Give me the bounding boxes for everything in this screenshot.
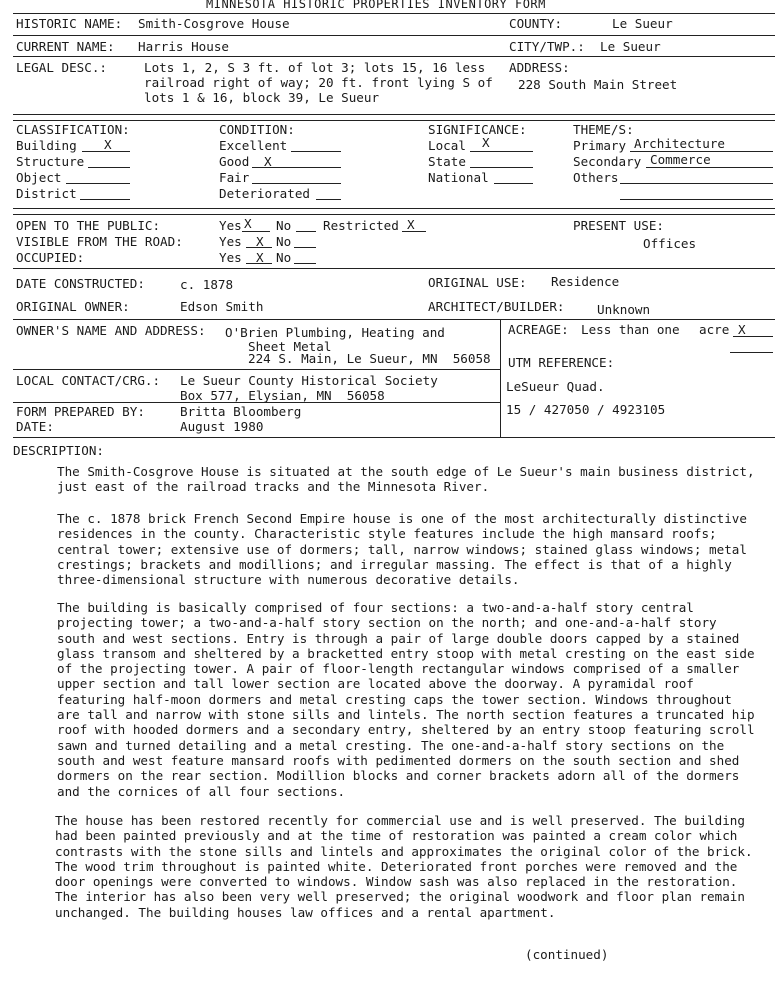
theme-primary-label: Primary — [573, 138, 627, 153]
rule — [13, 120, 775, 121]
class-object: Object — [16, 170, 62, 185]
visible-label: VISIBLE FROM THE ROAD: — [16, 234, 183, 249]
present-use-label: PRESENT USE: — [573, 218, 664, 233]
visible-yes-mark: X — [256, 234, 264, 249]
date-label: DATE: — [16, 419, 54, 434]
description-paragraph: The c. 1878 brick French Second Empire house is one of the most architecturally distinctive residences in the county. Characteristic style features include the high mansard roofs; central tower; extensive use of dormers; tall, narrow windows; stained glass windows; metal crestings; brackets and modillions; and irregular massing. The effect is that of a highly three-dimensional structure with numerous decorative details. — [57, 511, 747, 588]
cond-fair: Fair — [219, 170, 250, 185]
class-building: Building — [16, 138, 77, 153]
current-name-value: Harris House — [138, 39, 229, 54]
condition-label: CONDITION: — [219, 122, 295, 137]
blank-line — [246, 263, 272, 264]
sig-national: National — [428, 170, 489, 185]
contact-line: Box 577, Elysian, MN 56058 — [180, 388, 385, 403]
original-owner-value: Edson Smith — [180, 299, 264, 314]
blank-line — [66, 183, 130, 184]
acreage-value: Less than one — [581, 322, 680, 337]
rule — [13, 56, 775, 57]
description-paragraph: The building is basically comprised of four sections: a two-and-a-half story central projecting tower; a two-and-a-half story section on the north; and one-and-a-half story south and west sections. Entry is through a pair of large double doors capped by a stained glass transom and sheltered by a bracketted entry stoop with metal cresting on the east side of the projecting tower. A pair of floor-length rectangular windows comprised of a smaller upper section and tall lower section are located above the doorway. A pyramidal roof featuring half-moon dormers and metal cresting caps the tower section. Windows throughout are tall and narrow with stone sills and lintels. The north section features a truncated hip roof with hooded dormers and a secondary entry, sheltered by an entry stoop featuring scroll sawn and turned detailing and a metal cresting. The one-and-a-half story sections on the south and west feature mansard roofs with pedimented dormers on the south section and shed dormers on the rear section. Modillion blocks and corner brackets adorn all of the dormers and the cornices of all four sections. — [57, 600, 755, 799]
legal-label: LEGAL DESC.: — [16, 60, 107, 75]
rule — [13, 437, 775, 438]
city-label: CITY/TWP.: — [509, 39, 585, 54]
city-value: Le Sueur — [600, 39, 661, 54]
acre-mark: X — [738, 322, 746, 337]
original-use-label: ORIGINAL USE: — [428, 275, 527, 290]
original-use-value: Residence — [551, 274, 620, 289]
description-paragraph: The Smith-Cosgrove House is situated at the south edge of Le Sueur's main business district, just east of the railroad tracks and the Minnesota River. — [57, 464, 755, 495]
theme-primary-value: Architecture — [634, 136, 725, 151]
description-paragraph: The house has been restored recently for commercial use and is well preserved. The building had been painted previously and at the time of restoration was painted a cream color which contrasts with the stone sills and lintels and approximates the original color of the brick. The wood trim throughout is painted white. Deteriorated front porches were removed and the door openings were converted to windows. Window sash was also replaced in the restoration. The interior has also been very well preserved; the original woodwork and floor plan remain unchanged. The building houses law offices and a rental apartment. — [55, 813, 753, 920]
blank-line — [494, 183, 533, 184]
rule — [13, 402, 500, 403]
county-value: Le Sueur — [612, 16, 673, 31]
cond-excellent: Excellent — [219, 138, 288, 153]
cond-deteriorated: Deteriorated — [219, 186, 310, 201]
occupied-yes-mark: X — [256, 250, 264, 265]
blank-line — [88, 167, 130, 168]
local-mark: X — [482, 135, 490, 150]
blank-line — [730, 352, 773, 353]
present-use-value: Offices — [643, 236, 697, 251]
sig-local: Local — [428, 138, 466, 153]
blank-line — [316, 199, 341, 200]
themes-label: THEME/S: — [573, 122, 634, 137]
rule — [13, 369, 500, 370]
county-label: COUNTY: — [509, 16, 563, 31]
blank-line — [296, 231, 316, 232]
restricted-mark: X — [407, 217, 415, 232]
owner-label: OWNER'S NAME AND ADDRESS: — [16, 323, 206, 338]
contact-label: LOCAL CONTACT/CRG.: — [16, 373, 161, 388]
blank-line — [620, 183, 773, 184]
blank-line — [646, 167, 773, 168]
original-owner-label: ORIGINAL OWNER: — [16, 299, 130, 314]
blank-line — [242, 231, 270, 232]
blank-line — [470, 151, 533, 152]
prepared-label: FORM PREPARED BY: — [16, 404, 145, 419]
sig-state: State — [428, 154, 466, 169]
historic-name-value: Smith-Cosgrove House — [138, 16, 290, 31]
blank-line — [252, 183, 341, 184]
rule — [13, 214, 775, 215]
quad-value: LeSueur Quad. — [506, 379, 605, 394]
blank-line — [246, 247, 272, 248]
blank-line — [294, 263, 316, 264]
historic-name-label: HISTORIC NAME: — [16, 16, 123, 31]
blank-line — [291, 151, 341, 152]
open-label: OPEN TO THE PUBLIC: — [16, 218, 161, 233]
owner-line: Sheet Metal — [248, 339, 332, 354]
constructed-value: c. 1878 — [180, 277, 234, 292]
title-rule — [13, 13, 775, 14]
blank-line — [294, 247, 316, 248]
rule — [13, 35, 775, 36]
occupied-label: OCCUPIED: — [16, 250, 85, 265]
address-label: ADDRESS: — [509, 60, 570, 75]
open-yes-mark: X — [244, 216, 252, 231]
date-value: August 1980 — [180, 419, 264, 434]
architect-value: Unknown — [597, 302, 651, 317]
significance-label: SIGNIFICANCE: — [428, 122, 527, 137]
rule — [13, 268, 775, 269]
utm-label: UTM REFERENCE: — [508, 355, 615, 370]
legal-line: Lots 1, 2, S 3 ft. of lot 3; lots 15, 16 less — [144, 60, 486, 75]
legal-line: railroad right of way; 20 ft. front lying S of — [144, 75, 493, 90]
prepared-value: Britta Bloomberg — [180, 404, 302, 419]
blank-line — [733, 336, 773, 337]
acreage-label: ACREAGE: — [508, 322, 569, 337]
classification-label: CLASSIFICATION: — [16, 122, 130, 137]
class-district: District — [16, 186, 77, 201]
address-value: 228 South Main Street — [518, 77, 678, 92]
class-structure: Structure — [16, 154, 85, 169]
legal-line: lots 1 & 16, block 39, Le Sueur — [144, 90, 380, 105]
column-divider — [500, 319, 501, 437]
current-name-label: CURRENT NAME: — [16, 39, 115, 54]
rule — [13, 114, 775, 115]
owner-line: O'Brien Plumbing, Heating and — [225, 325, 445, 340]
theme-secondary-label: Secondary — [573, 154, 642, 169]
constructed-label: DATE CONSTRUCTED: — [16, 276, 145, 291]
owner-line: 224 S. Main, Le Sueur, MN 56058 — [248, 351, 491, 366]
visible-no: No — [276, 234, 292, 249]
occupied-no: No — [276, 250, 292, 265]
rule — [13, 208, 775, 209]
blank-line — [80, 199, 130, 200]
contact-line: Le Sueur County Historical Society — [180, 373, 438, 388]
cond-good: Good — [219, 154, 250, 169]
open-no: No — [276, 218, 292, 233]
theme-secondary-value: Commerce — [650, 152, 711, 167]
open-yes: Yes — [219, 218, 242, 233]
good-mark: X — [264, 154, 272, 169]
acre-label: acre — [699, 322, 730, 337]
utm-value: 15 / 427050 / 4923105 — [506, 402, 666, 417]
description-label: DESCRIPTION: — [13, 443, 104, 458]
blank-line — [620, 199, 773, 200]
continued-note: (continued) — [525, 947, 609, 962]
architect-label: ARCHITECT/BUILDER: — [428, 299, 565, 314]
occupied-yes: Yes — [219, 250, 242, 265]
building-mark: X — [104, 137, 112, 152]
visible-yes: Yes — [219, 234, 242, 249]
blank-line — [470, 167, 533, 168]
blank-line — [402, 231, 426, 232]
theme-others-label: Others — [573, 170, 619, 185]
form-title: MINNESOTA HISTORIC PROPERTIES INVENTORY FORM — [206, 0, 546, 11]
open-restricted: Restricted — [323, 218, 399, 233]
rule — [13, 319, 775, 320]
